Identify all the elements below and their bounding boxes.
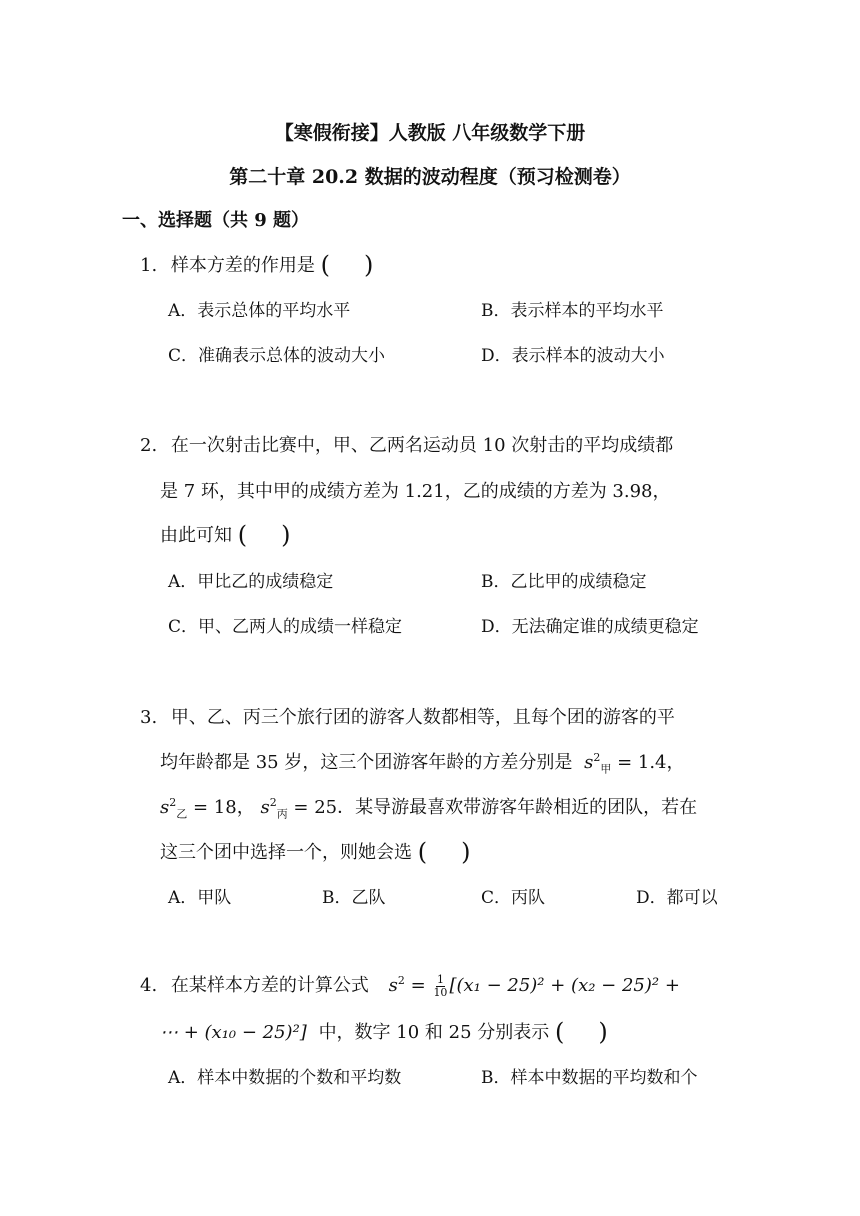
question-text: 由此可知: [160, 525, 232, 546]
option-d: D．无法确定谁的成绩更稳定: [481, 617, 699, 637]
option-d: D．表示样本的波动大小: [481, 346, 665, 366]
answer-blank: ( ): [237, 521, 291, 549]
question-text: 在某样本方差的计算公式: [170, 975, 369, 996]
variance-yi-value: = 18，: [192, 797, 255, 818]
option-b: B．乙队: [322, 888, 386, 908]
option-a: A．样本中数据的个数和平均数: [168, 1068, 402, 1088]
question-number: 1.: [140, 255, 158, 276]
variance-formula: $s^2$ = $\frac{1}{10}$ [(x₁ − 25)² + (x₂ − 25)² +: [388, 972, 680, 999]
question-number: 3.: [140, 707, 158, 728]
variance-jia-subscript: 甲: [600, 762, 612, 776]
question-text: 甲、乙、丙三个旅行团的游客人数都相等，且每个团的游客的平: [170, 707, 675, 728]
fraction: $\frac{1}{10}$: [433, 972, 448, 999]
answer-blank: ( ): [320, 251, 374, 279]
question-4-stem-line-2: [160, 1018, 608, 1044]
question-text: 这三个团中选择一个，则她会选: [160, 842, 412, 863]
question-3-stem-line-2: [160, 748, 685, 777]
variance-jia-value: = 1.4，: [617, 752, 685, 773]
answer-blank: ( ): [555, 1018, 608, 1046]
variance-bing: $s^2_丙 = 25$．某导游最喜欢带游客年龄相近的团队，若在: [260, 796, 698, 821]
document-subtitle: 第二十章 20.2 数据的波动程度（预习检测卷）: [229, 166, 631, 188]
option-c: C．准确表示总体的波动大小: [168, 346, 386, 366]
option-a: A．甲队: [168, 888, 232, 908]
option-b: B．乙比甲的成绩稳定: [481, 572, 647, 592]
option-a: A．甲比乙的成绩稳定: [168, 572, 334, 592]
formula-line-2: ⋯ + (x₁₀ − 25)²]: [160, 1022, 307, 1043]
variance-bing-value: = 25．某导游最喜欢带游客年龄相近的团队，若在: [293, 797, 698, 818]
question-text: 样本方差的作用是: [170, 255, 315, 276]
question-3-stem-line-4: [160, 838, 470, 864]
question-text: 均年龄都是 35 岁，这三个团游客年龄的方差分别是: [160, 752, 573, 773]
option-b: B．样本中数据的平均数和个: [481, 1068, 698, 1088]
option-d: D．都可以: [636, 888, 718, 908]
document-title: 【寒假衔接】人教版 八年级数学下册: [274, 122, 586, 144]
question-number: 2.: [140, 435, 158, 456]
variance-jia: $s^2_甲 = 1.4$，: [584, 751, 685, 776]
question-text: 中，数字 10 和 25 分别表示: [318, 1022, 550, 1043]
option-a: A．表示总体的平均水平: [168, 301, 351, 321]
option-c: C．甲、乙两人的成绩一样稳定: [168, 617, 403, 637]
question-1-stem: [140, 251, 373, 277]
variance-yi: $s^2_乙 = 18$，: [160, 796, 255, 821]
variance-bing-subscript: 丙: [276, 807, 288, 821]
question-2-stem-line-3: [160, 521, 290, 547]
question-3-stem-line-3: [160, 793, 697, 822]
option-c: C．丙队: [481, 888, 546, 908]
formula-line-1: [(x₁ − 25)² + (x₂ − 25)² +: [449, 975, 680, 996]
question-3-stem-line-1: [140, 703, 675, 729]
question-2-stem-line-1: [140, 431, 673, 457]
question-4-stem-line-1: [140, 971, 680, 999]
option-b: B．表示样本的平均水平: [481, 301, 664, 321]
question-text: 在一次射击比赛中，甲、乙两名运动员 10 次射击的平均成绩都: [170, 435, 674, 456]
section-heading: 一、选择题（共 9 题）: [122, 210, 310, 231]
question-number: 4.: [140, 975, 158, 996]
variance-yi-subscript: 乙: [176, 807, 188, 821]
question-2-stem-line-2: 是 7 环，其中甲的成绩方差为 1.21，乙的成绩的方差为 3.98，: [160, 481, 671, 502]
answer-blank: ( ): [417, 838, 471, 866]
